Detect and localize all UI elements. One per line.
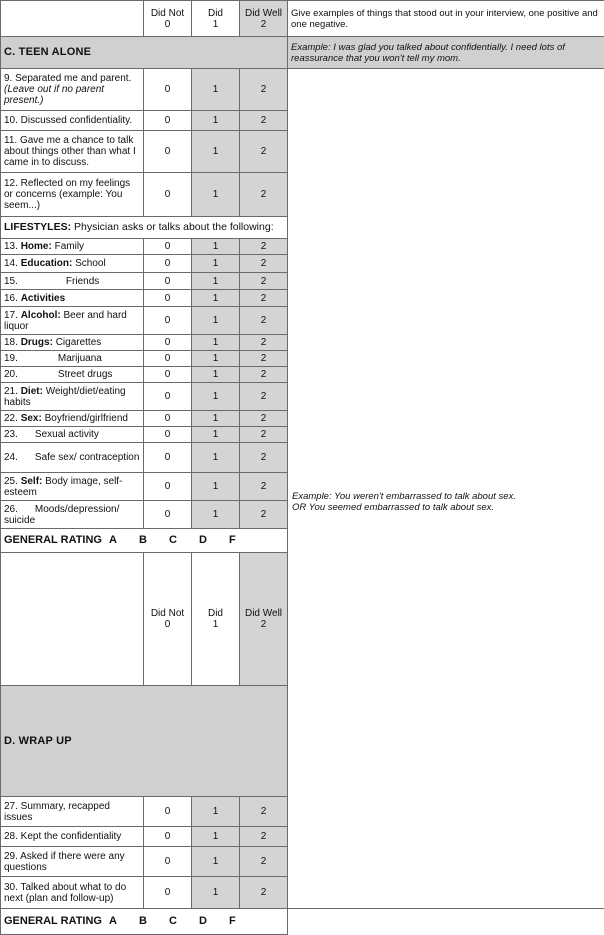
score-0[interactable]: 0 [144,273,192,290]
score-1[interactable]: 1 [192,273,240,290]
section-c-example: Example: I was glad you talked about confidentially. I need lots of reassurance that you won't tell my mom. [288,37,604,69]
score-1[interactable]: 1 [192,239,240,255]
score-1[interactable]: 1 [192,847,240,877]
score-0[interactable]: 0 [144,877,192,909]
item-10-label: 10. Discussed confidentiality. [1,111,144,131]
header-did-well: Did Well 2 [240,553,288,686]
header-blank-cell [1,1,144,37]
score-0[interactable]: 0 [144,847,192,877]
score-2[interactable]: 2 [240,255,288,273]
score-1[interactable]: 1 [192,173,240,217]
score-1[interactable]: 1 [192,351,240,367]
header-did-not: Did Not 0 [144,1,192,37]
general-rating-row-2 [1,909,604,935]
score-1[interactable]: 1 [192,367,240,383]
score-2[interactable]: 2 [240,111,288,131]
rating-b[interactable]: B [139,535,169,546]
score-0[interactable]: 0 [144,255,192,273]
score-1[interactable]: 1 [192,797,240,827]
score-2[interactable]: 2 [240,173,288,217]
score-0[interactable]: 0 [144,173,192,217]
score-1[interactable]: 1 [192,131,240,173]
item-24-label: 24. Safe sex/ contraception [1,443,144,473]
rating-c[interactable]: C [169,916,199,927]
score-2[interactable]: 2 [240,273,288,290]
score-2[interactable]: 2 [240,239,288,255]
item-28-label: 28. Kept the confidentiality [1,827,144,847]
score-0[interactable]: 0 [144,351,192,367]
score-0[interactable]: 0 [144,367,192,383]
score-0[interactable]: 0 [144,111,192,131]
score-2[interactable]: 2 [240,69,288,111]
score-2[interactable]: 2 [240,473,288,501]
item-15-label: 15. Friends [1,273,144,290]
score-2[interactable]: 2 [240,797,288,827]
item-16-label: 16. Activities [1,290,144,307]
item-13-label: 13. Home: Family [1,239,144,255]
score-0[interactable]: 0 [144,335,192,351]
score-0[interactable]: 0 [144,239,192,255]
lifestyles-title: LIFESTYLES: Physician asks or talks about the following: [1,217,288,239]
item-20-label: 20. Street drugs [1,367,144,383]
lifestyles-example [292,491,592,513]
header-did-not: Did Not 0 [144,553,192,686]
score-1[interactable]: 1 [192,877,240,909]
rating-a[interactable]: A [109,916,139,927]
score-2[interactable]: 2 [240,367,288,383]
rating-a[interactable]: A [109,535,139,546]
item-30-label: 30. Talked about what to do next (plan and follow-up) [1,877,144,909]
score-0[interactable]: 0 [144,131,192,173]
score-0[interactable]: 0 [144,797,192,827]
item-18-label: 18. Drugs: Cigarettes [1,335,144,351]
score-0[interactable]: 0 [144,443,192,473]
score-2[interactable]: 2 [240,443,288,473]
comment-area-section-c[interactable] [288,69,604,909]
score-2[interactable]: 2 [240,877,288,909]
item-17-label: 17. Alcohol: Beer and hard liquor [1,307,144,335]
score-1[interactable]: 1 [192,443,240,473]
item-26-label: 26. Moods/depression/ suicide [1,501,144,529]
score-0[interactable]: 0 [144,383,192,411]
score-1[interactable]: 1 [192,427,240,443]
section-d-title: D. WRAP UP [1,686,288,797]
score-1[interactable]: 1 [192,827,240,847]
lifestyles-example-line-1: Example: You weren't embarrassed to talk about sex. [292,491,592,502]
item-row-9 [1,69,604,111]
general-rating-1: GENERAL RATING A B C D F [1,529,288,553]
score-0[interactable]: 0 [144,69,192,111]
score-0[interactable]: 0 [144,307,192,335]
general-rating-2: GENERAL RATING A B C D F [1,909,288,935]
score-2[interactable]: 2 [240,847,288,877]
item-23-label: 23. Sexual activity [1,427,144,443]
section-c-header [1,37,604,69]
item-27-label: 27. Summary, recapped issues [1,797,144,827]
score-0[interactable]: 0 [144,827,192,847]
header-did-well: Did Well 2 [240,1,288,37]
score-1[interactable]: 1 [192,335,240,351]
score-2[interactable]: 2 [240,290,288,307]
item-22-label: 22. Sex: Boyfriend/girlfriend [1,411,144,427]
lifestyles-example-line-2: OR You seemed embarrassed to talk about sex. [292,502,592,513]
score-0[interactable]: 0 [144,411,192,427]
header-did: Did 1 [192,553,240,686]
header-row-top [1,1,604,37]
score-0[interactable]: 0 [144,290,192,307]
item-14-label: 14. Education: School [1,255,144,273]
header-blank-cell [1,553,144,686]
score-2[interactable]: 2 [240,827,288,847]
rating-c[interactable]: C [169,535,199,546]
score-0[interactable]: 0 [144,427,192,443]
item-11-label: 11. Gave me a chance to talk about things other than what I came in to discuss. [1,131,144,173]
comment-prompt-top: Give examples of things that stood out in your interview, one positive and one negative. [288,1,604,37]
score-2[interactable]: 2 [240,335,288,351]
score-2[interactable]: 2 [240,427,288,443]
item-9-label: 9. Separated me and parent. (Leave out if no parent present.) [1,69,144,111]
rating-d[interactable]: D [199,916,229,927]
item-29-label: 29. Asked if there were any questions [1,847,144,877]
score-0[interactable]: 0 [144,473,192,501]
item-25-label: 25. Self: Body image, self-esteem [1,473,144,501]
rating-b[interactable]: B [139,916,169,927]
header-did: Did 1 [192,1,240,37]
score-2[interactable]: 2 [240,307,288,335]
score-1[interactable]: 1 [192,473,240,501]
rating-f[interactable]: F [229,535,259,546]
score-2[interactable]: 2 [240,411,288,427]
section-c-title: C. TEEN ALONE [1,37,288,69]
rating-f[interactable]: F [229,916,259,927]
score-1[interactable]: 1 [192,69,240,111]
score-2[interactable]: 2 [240,383,288,411]
score-1[interactable]: 1 [192,501,240,529]
score-2[interactable]: 2 [240,131,288,173]
item-19-label: 19. Marijuana [1,351,144,367]
score-1[interactable]: 1 [192,111,240,131]
item-12-label: 12. Reflected on my feelings or concerns (example: You seem...) [1,173,144,217]
score-1[interactable]: 1 [192,307,240,335]
score-2[interactable]: 2 [240,351,288,367]
item-21-label: 21. Diet: Weight/diet/eating habits [1,383,144,411]
score-0[interactable]: 0 [144,501,192,529]
score-1[interactable]: 1 [192,411,240,427]
score-1[interactable]: 1 [192,290,240,307]
rating-d[interactable]: D [199,535,229,546]
score-2[interactable]: 2 [240,501,288,529]
score-1[interactable]: 1 [192,255,240,273]
score-1[interactable]: 1 [192,383,240,411]
